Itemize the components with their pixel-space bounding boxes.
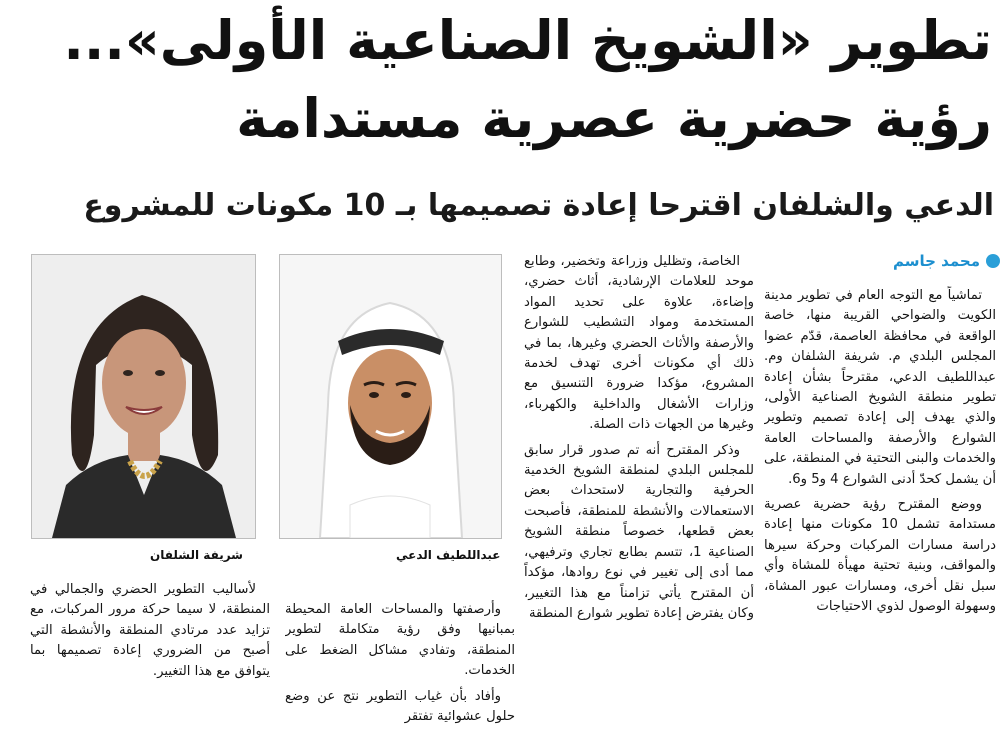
author-bullet-icon: [986, 254, 1000, 268]
article-column-3: [285, 600, 515, 724]
article-column-1: [764, 286, 996, 726]
paragraph: وأفاد بأن غياب التطوير نتج عن وضع حلول عشوائية تفتقر: [285, 688, 515, 724]
article-column-4: [30, 580, 270, 724]
paragraph: وأرصفتها والمساحات العامة المحيطة بمبانيها وفق رؤية متكاملة لتطوير المنطقة، وتفادي مشاكل الضغط على الخدمات.: [285, 602, 515, 679]
author-name: محمد جاسم: [893, 252, 980, 270]
paragraph: الخاصة، وتظليل وزراعة وتخضير، وطابع موحد للعلامات الإرشادية، أثاث حضري، وإضاءة، علاوة على تحديد المواد المستخدمة ومواد التشطيب للشوارع والأرصفة والأثاث الحضري وغيرها، بما في ذلك أي مكونات أخرى تهدف لخدمة المشروع، مؤكدا ضرورة التنسيق مع وزارات الأشغال والداخلية والكهرباء، وغيرها من الجهات ذات الصلة.: [524, 254, 754, 433]
paragraph: لأساليب التطوير الحضري والجمالي في المنطقة، لا سيما حركة مرور المركبات، مع تزايد عدد مرتادي المنطقة والأنشطة التي أصبح من الضروري إعادة تصميمها بما يتوافق مع هذا التغيير.: [30, 582, 270, 679]
photo-abdullatif: [279, 254, 502, 539]
portrait-woman-icon: [32, 255, 255, 538]
article-subheadline: الدعي والشلفان اقترحا إعادة تصميمها بـ 10 مكونات للمشروع: [83, 188, 994, 223]
portrait-man-icon: [280, 255, 501, 538]
paragraph: ووضع المقترح رؤية حضرية عصرية مستدامة تشمل 10 مكونات منها إعادة دراسة مسارات المركبات وحركة سيرها والمواقف، وبنية تحتية مهيأة للمشاة وأي سبل نقل أخرى، ومسارات عبور المشاة، وسهولة الوصول لذوي الاحتياجات: [764, 497, 996, 615]
photo-sharifa: [31, 254, 256, 539]
article-headline: تطوير «الشويخ الصناعية الأولى»... رؤية حضرية عصرية مستدامة: [63, 9, 992, 150]
photo-caption: شريفة الشلفان: [150, 548, 243, 562]
article-column-2: [524, 252, 754, 726]
photo-caption: عبداللطيف الدعي: [396, 548, 501, 562]
paragraph: وذكر المقترح أنه تم صدور قرار سابق للمجلس البلدي لمنطقة الشويخ الخدمية الحرفية والتجارية لاستحداث بعض الاستعمالات والأنشطة للمنطقة، فأصبحت بعض قطعها، خصوصاً منطقة الشويخ الصناعية 1، تتسم بطابع تجاري وترفيهي، مما أدى إلى تغيير في نوع روادها، مؤكداً أن المقترح يأتي تزامناً مع هذا التغيير، وكان يفترض إعادة تطوير شوارع المنطقة: [524, 442, 754, 621]
paragraph: تماشياً مع التوجه العام في تطوير مدينة الكويت والضواحي القريبة منها، خاصة الواقعة في محافظة العاصمة، قدّم عضوا المجلس البلدي م. شريفة الشلفان وم. عبداللطيف الدعي، مقترحاً بشأن إعادة تطوير منطقة الشويخ الصناعية الأولى، والذي يهدف إلى إعادة تصميم وتطوير الشوارع والأرصفة والمساحات العامة والخدمات والبنى التحتية في المنطقة، على أن يشمل كحدّ أدنى الشوارع 4 و5 و6.: [764, 288, 996, 487]
author-byline: [760, 252, 1000, 270]
